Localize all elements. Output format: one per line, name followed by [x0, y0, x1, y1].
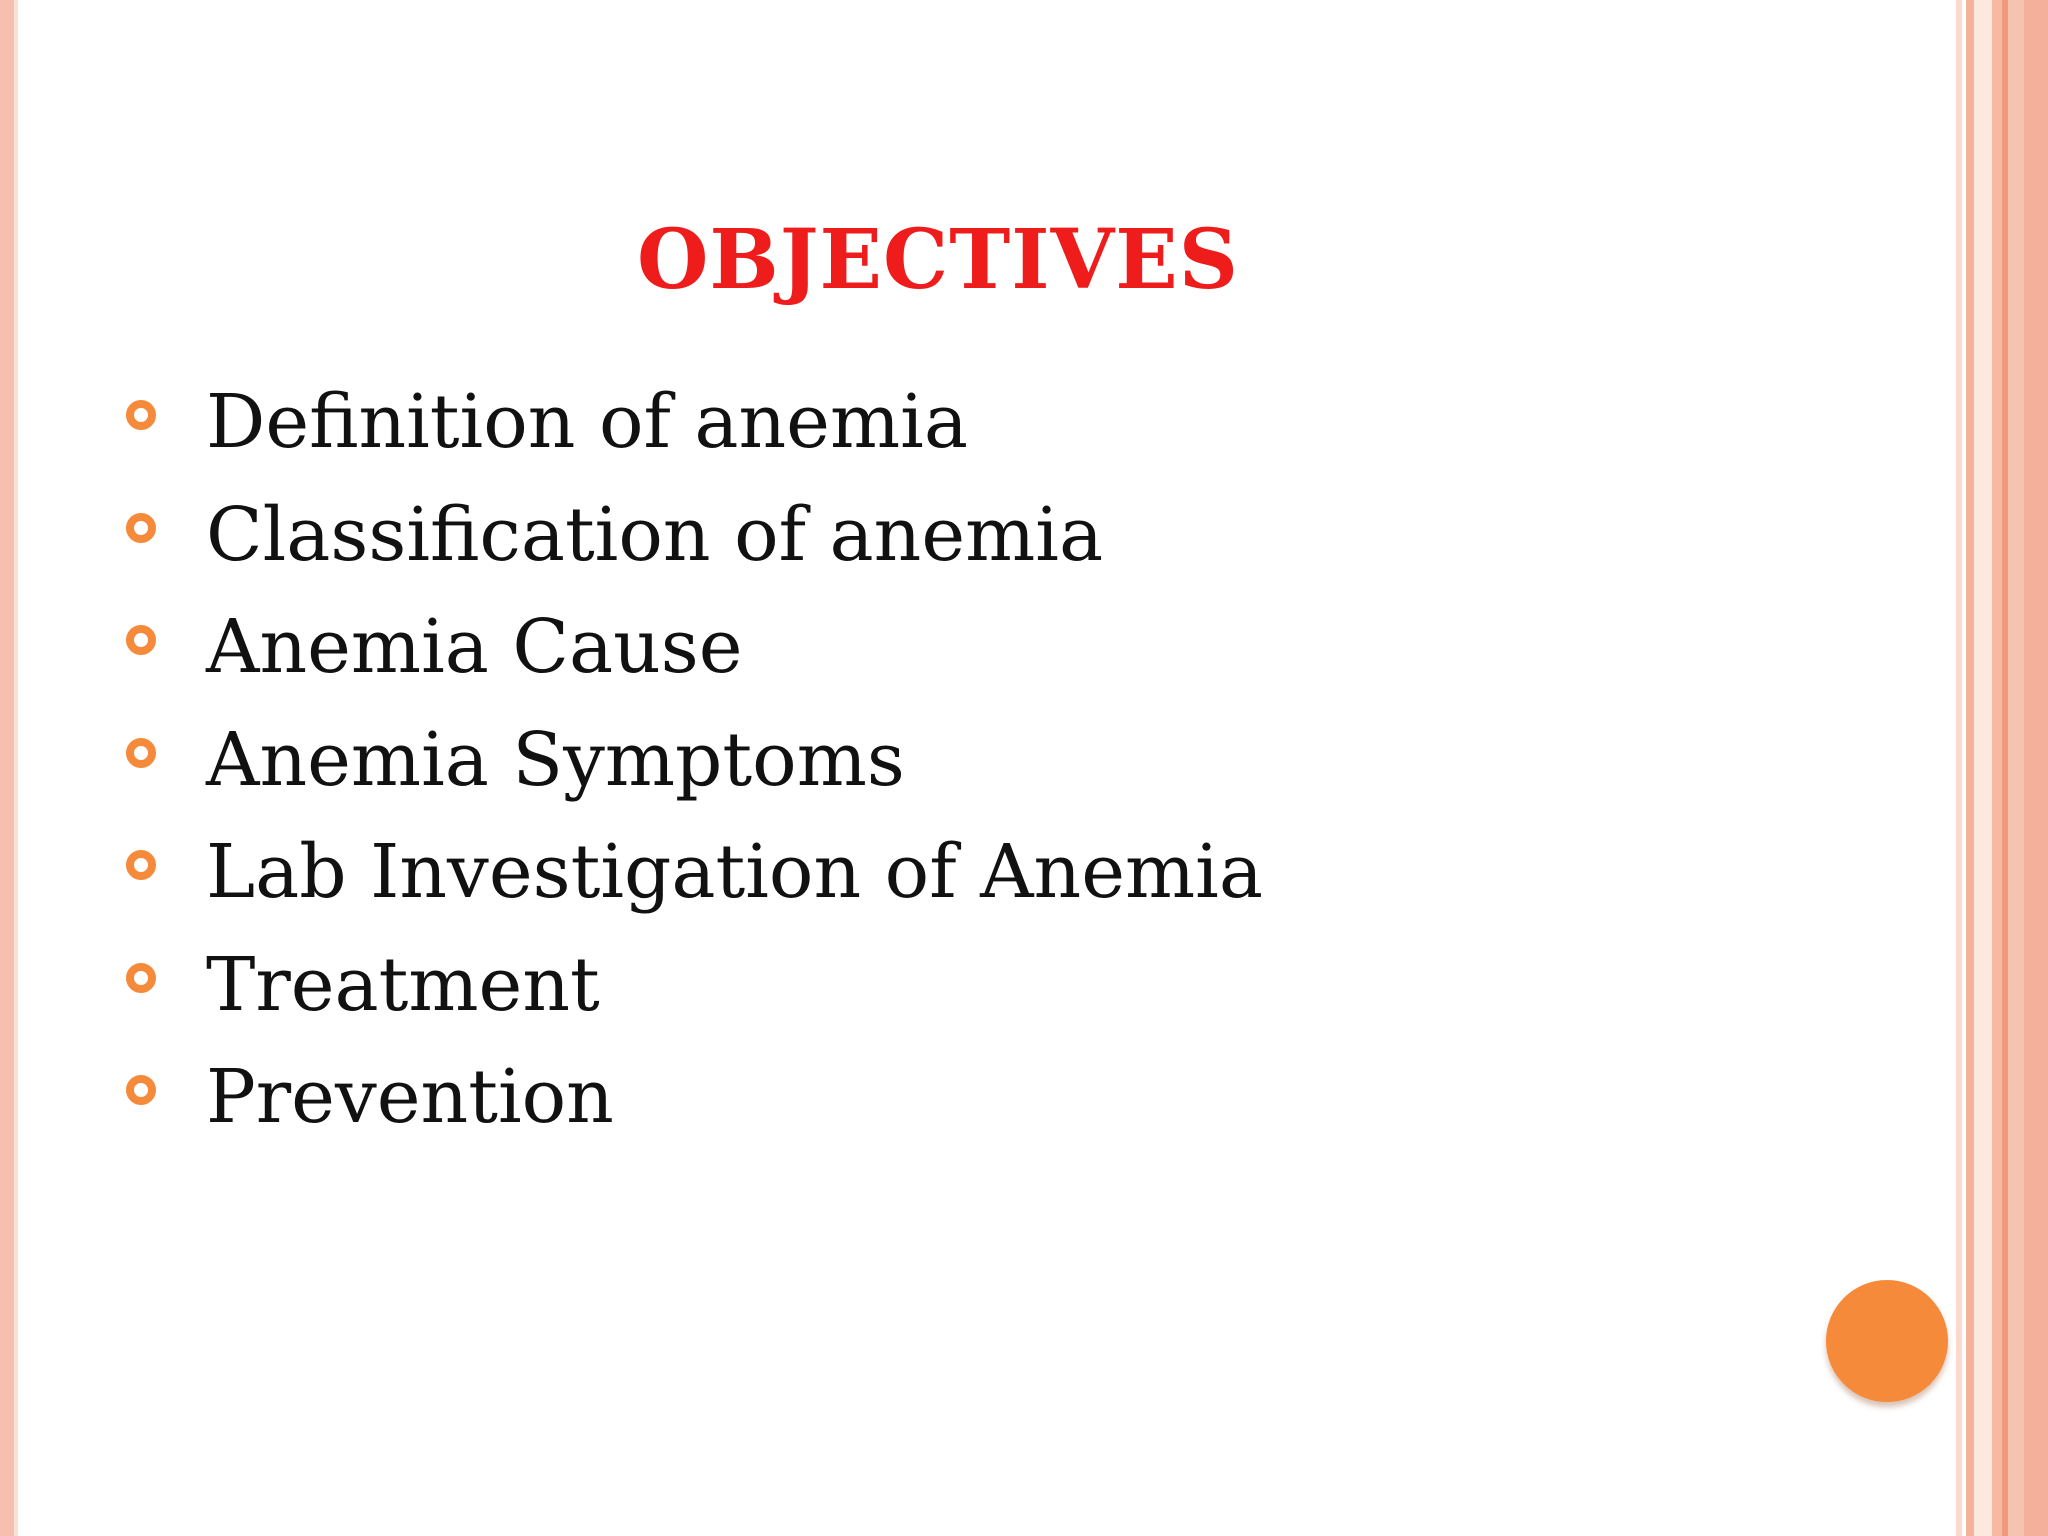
right-border-stripes — [1956, 0, 2048, 1536]
objective-text: Lab Investigation of Anemia — [206, 829, 1263, 916]
hollow-circle-bullet-icon — [126, 1075, 156, 1105]
objective-text: Anemia Symptoms — [206, 716, 905, 803]
hollow-circle-bullet-icon — [126, 625, 156, 655]
right-stripe — [1966, 0, 1974, 1536]
hollow-circle-bullet-icon — [126, 400, 156, 430]
objective-item — [126, 816, 1263, 929]
slide-title: OBJECTIVES — [636, 212, 1240, 308]
objectives-list — [126, 366, 1263, 1154]
right-stripe — [1974, 0, 1992, 1536]
hollow-circle-bullet-icon — [126, 513, 156, 543]
hollow-circle-bullet-icon — [126, 738, 156, 768]
hollow-circle-bullet-icon — [126, 963, 156, 993]
objective-item — [126, 1041, 1263, 1154]
objective-text: Definition of anemia — [206, 379, 968, 466]
objective-text: Classification of anemia — [206, 491, 1104, 578]
objective-item — [126, 704, 1263, 817]
right-stripe — [1992, 0, 2002, 1536]
objective-item — [126, 591, 1263, 704]
hollow-circle-bullet-icon — [126, 850, 156, 880]
objective-item — [126, 366, 1263, 479]
objective-text: Prevention — [206, 1054, 614, 1141]
objective-item — [126, 929, 1263, 1042]
orange-circle-decoration — [1826, 1280, 1948, 1402]
right-stripe — [2008, 0, 2024, 1536]
objective-text: Treatment — [206, 941, 600, 1028]
objective-item — [126, 479, 1263, 592]
objective-text: Anemia Cause — [206, 604, 743, 691]
right-stripe — [2024, 0, 2048, 1536]
